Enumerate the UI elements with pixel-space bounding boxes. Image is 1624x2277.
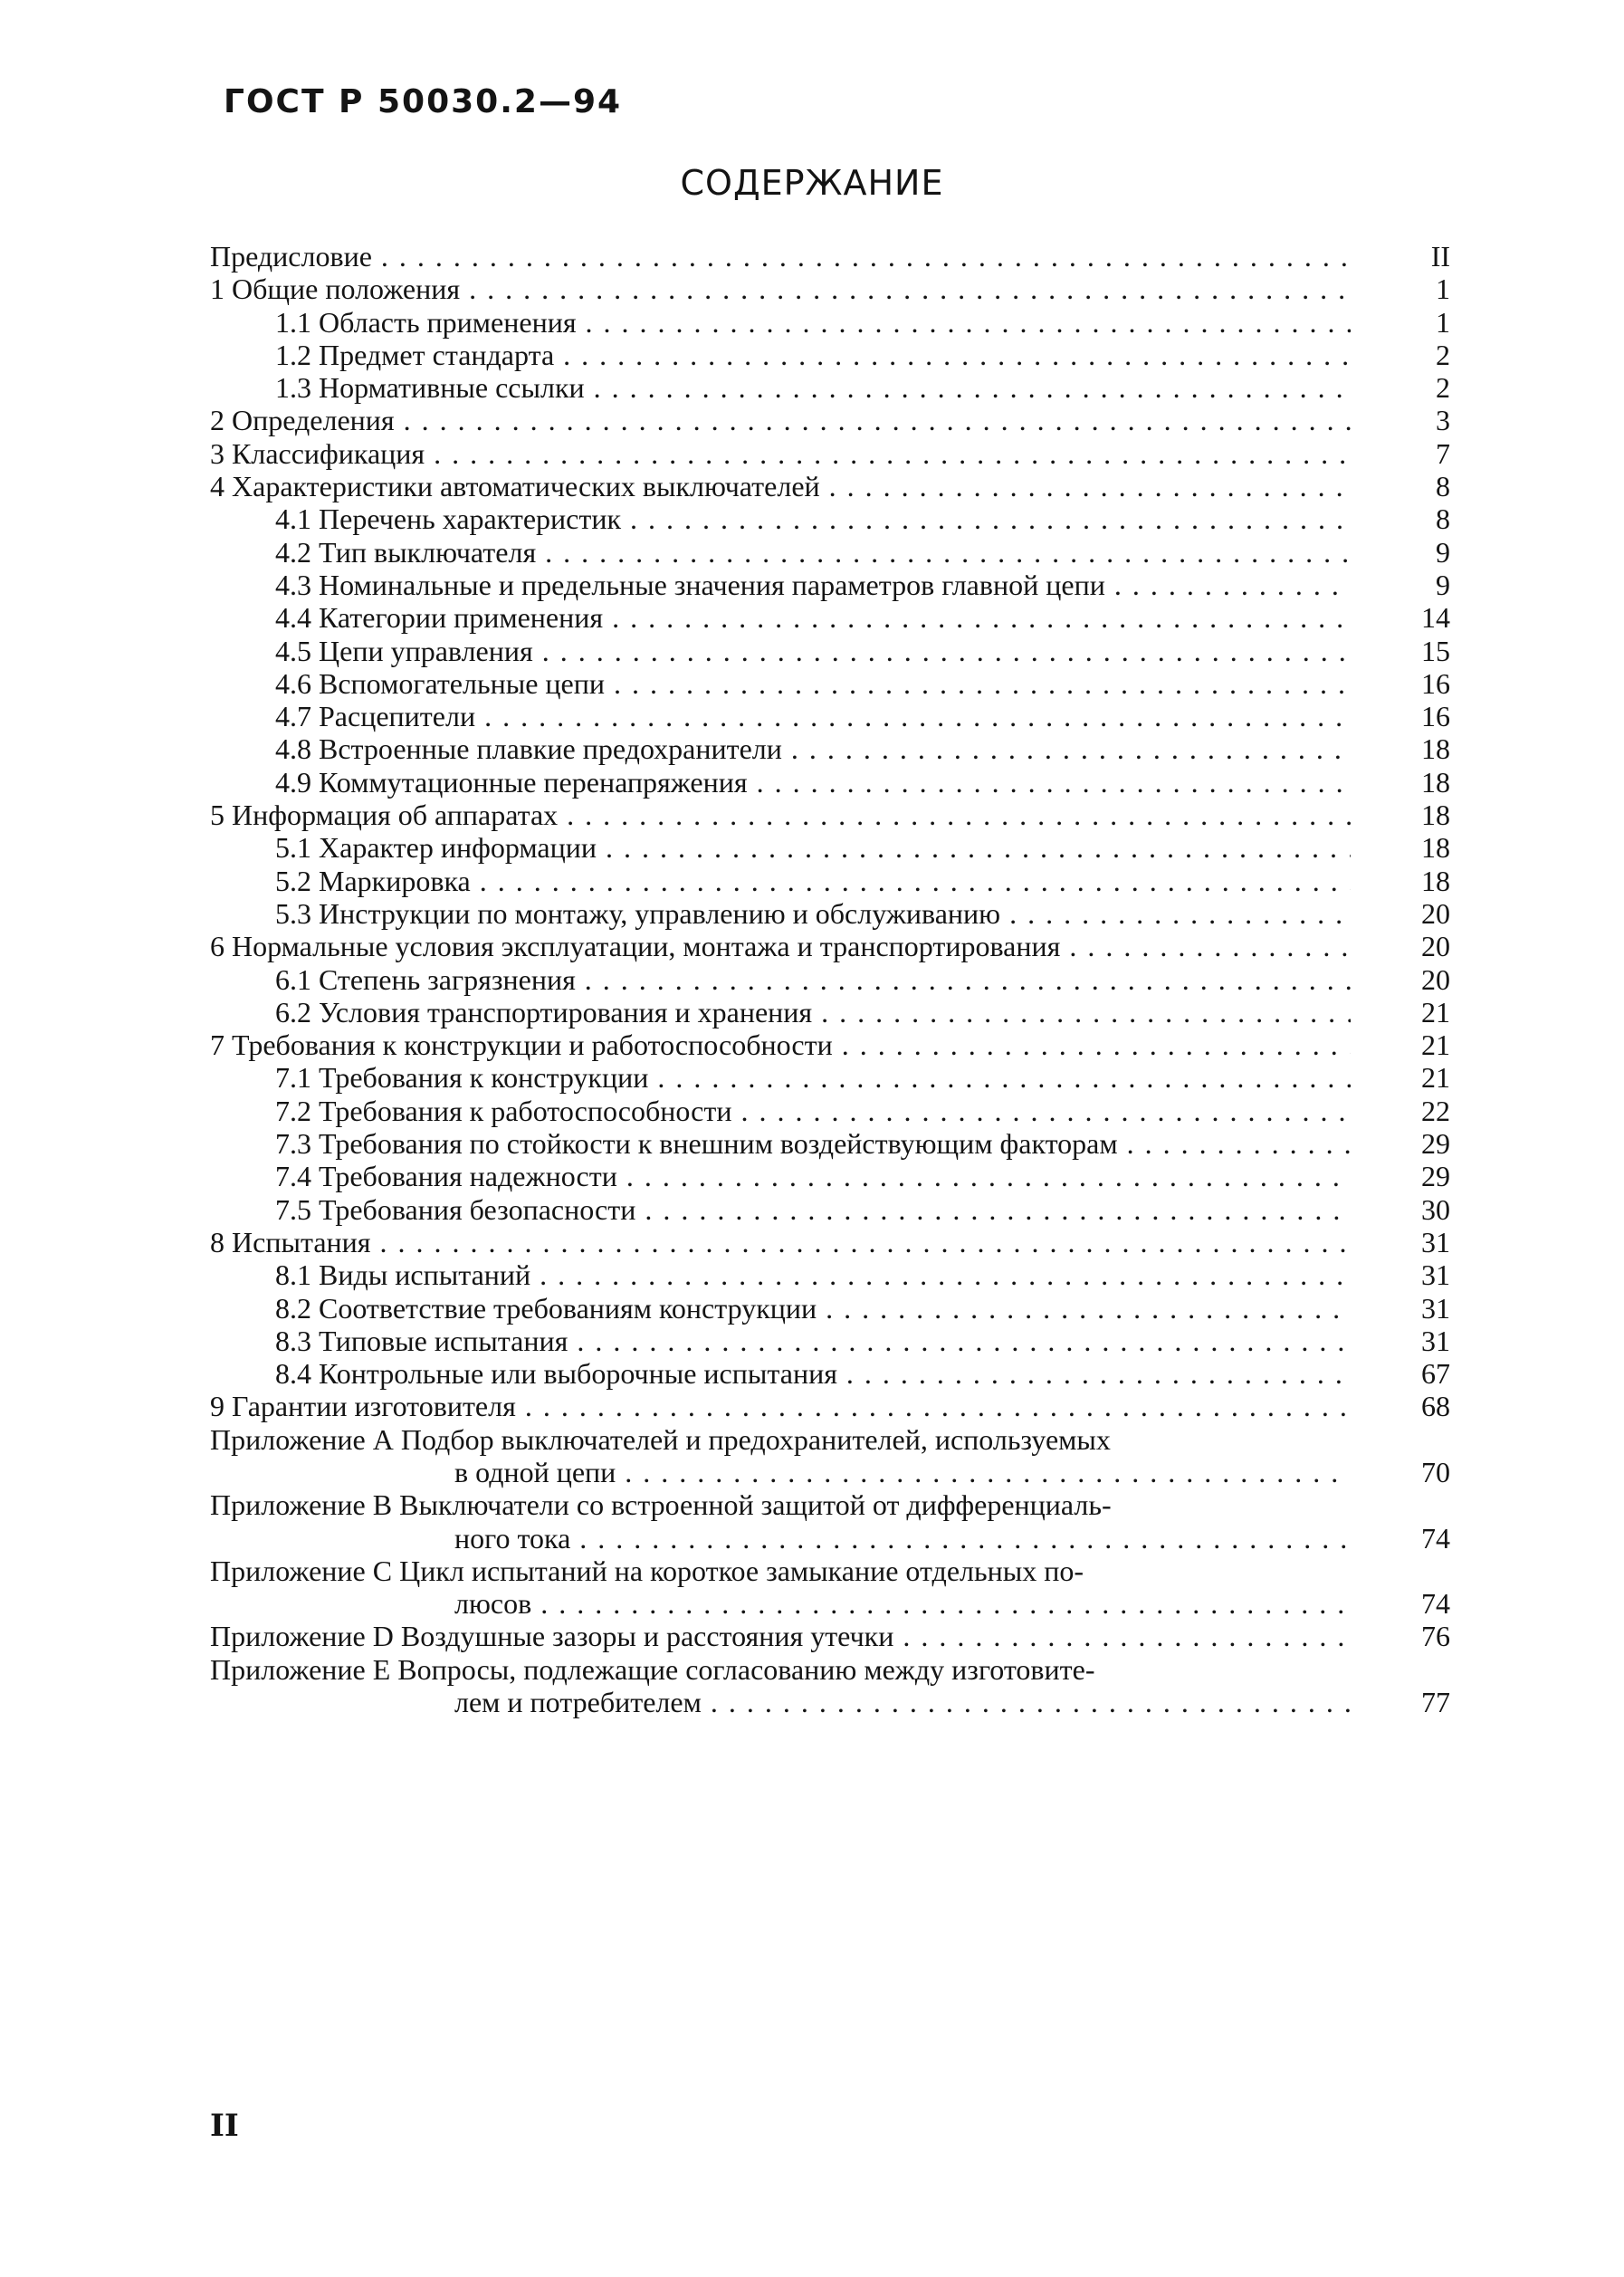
toc-entry-title: 6.1 Степень загрязнения . . [210,963,1351,996]
toc-entry-page: 29 [1421,1127,1450,1161]
toc-entry [210,437,1450,470]
toc-title: СОДЕРЖАНИЕ [680,163,944,203]
toc-entry-title: 6 Нормальные условия эксплуатации, монтажа и транспортирования . . [210,930,1351,962]
toc-entry [210,1258,1450,1291]
toc-entry [210,1555,1450,1587]
toc-entry-page: 3 [1436,404,1450,437]
toc-entry-title: 4.7 Расцепители . . [210,700,1351,732]
toc-entry-title: 4.6 Вспомогательные цепи . . [210,667,1351,700]
toc-entry [210,667,1450,700]
toc-entry-page: 14 [1421,601,1450,635]
toc-entry-page: 18 [1421,799,1450,832]
toc-entry-title: 5.2 Маркировка . . [210,865,1351,897]
toc-entry-title: 7 Требования к конструкции и работоспособности . . [210,1028,1351,1061]
toc-entry-title: 8.1 Виды испытаний . . [210,1258,1351,1291]
toc-entry [210,799,1450,831]
toc-entry-page: 31 [1421,1225,1450,1258]
toc-entry [210,404,1450,436]
toc-entry-page: 29 [1421,1160,1450,1193]
toc-entry [210,996,1450,1028]
toc-entry [210,930,1450,962]
toc-entry-page: 1 [1436,273,1450,306]
toc-entry-page: 8 [1436,470,1450,503]
toc-entry-page: 20 [1421,930,1450,963]
toc-entry [210,470,1450,502]
toc-entry-page: 21 [1421,1028,1450,1062]
toc-entry-title: 7.1 Требования к конструкции . . [210,1061,1351,1094]
toc-entry-title: 7.4 Требования надежности . . [210,1160,1351,1192]
toc-entry-title: 1.1 Область применения . . [210,306,1351,339]
toc-entry-page: II [1430,240,1450,273]
toc-entry-title: 4 Характеристики автоматических выключателей . . [210,470,1351,502]
toc-entry-title: 2 Определения . . [210,404,1351,436]
toc-entry [210,1193,1450,1226]
toc-entry-page: 18 [1421,732,1450,766]
toc-entry-page: 7 [1436,436,1450,470]
toc-entry [210,1423,1450,1456]
toc-entry-title: 7.2 Требования к работоспособности . . [210,1095,1351,1127]
toc-entry-page: 20 [1421,896,1450,930]
toc-entry-title: 5.3 Инструкции по монтажу, управлению и обслуживанию . . [210,897,1351,930]
toc-entry-page: 2 [1436,338,1450,371]
toc-entry [210,700,1450,732]
toc-entry [210,1587,1450,1620]
toc-entry-page: 2 [1436,371,1450,405]
toc-entry-title: 4.5 Цепи управления . . [210,635,1351,667]
toc-entry-page: 74 [1421,1521,1450,1555]
toc-entry-page: 20 [1421,962,1450,996]
toc-entry [210,1160,1450,1192]
toc-entry [210,732,1450,765]
toc-entry [210,1456,1450,1488]
toc-entry [210,569,1450,601]
toc-entry-title: 4.4 Категории применения . . [210,601,1351,634]
toc-entry-title: 6.2 Условия транспортирования и хранения . . [210,996,1351,1028]
toc-entry-title: Приложение С Цикл испытаний на короткое замыкание отдельных по- [210,1554,1084,1587]
toc-entry [210,1357,1450,1390]
toc-entry-title: 8 Испытания . . [210,1226,1351,1258]
toc-entry-title: 5 Информация об аппаратах . . [210,799,1351,831]
toc-entry-title: Предисловие . . [210,240,1351,273]
toc-entry-page: 67 [1421,1357,1450,1391]
toc-entry-page: 31 [1421,1324,1450,1357]
toc-entry-title: лем и потребителем . . [210,1686,1351,1718]
toc-entry [210,897,1450,930]
toc-entry-title: 9 Гарантии изготовителя . . [210,1390,1351,1422]
toc-entry-page: 21 [1421,995,1450,1028]
toc-entry [210,1390,1450,1422]
toc-entry [210,831,1450,864]
toc-entry-title: 8.4 Контрольные или выборочные испытания . . [210,1357,1351,1390]
toc-entry [210,1686,1450,1718]
toc-entry [210,339,1450,371]
toc-entry-title: 4.2 Тип выключателя . . [210,536,1351,569]
toc-entry [210,536,1450,569]
toc-entry-page: 18 [1421,864,1450,897]
toc-entry-title: 1.2 Предмет стандарта . . [210,339,1351,371]
toc-entry [210,1095,1450,1127]
toc-entry-title: 3 Классификация . . [210,437,1351,470]
toc-entry [210,1028,1450,1061]
toc-entry-title: Приложение А Подбор выключателей и предохранителей, используемых [210,1422,1111,1456]
toc-entry [210,371,1450,404]
toc-entry [210,1488,1450,1521]
toc-entry-title: 7.3 Требования по стойкости к внешним воздействующим факторам . . [210,1127,1351,1160]
toc-entry [210,1061,1450,1094]
toc-entry-page: 1 [1436,305,1450,339]
toc-entry-title: 5.1 Характер информации . . [210,831,1351,864]
toc-entry [210,306,1450,339]
toc-entry-page: 68 [1421,1390,1450,1423]
toc-entry-page: 76 [1421,1620,1450,1653]
toc-entry [210,273,1450,305]
toc-entry-page: 18 [1421,765,1450,799]
toc-entry-page: 30 [1421,1192,1450,1226]
toc-entry-title: Приложение В Выключатели со встроенной защитой от дифференциаль- [210,1488,1112,1522]
page-number: II [210,2108,239,2144]
toc-entry-page: 9 [1436,535,1450,569]
toc-entry-page: 22 [1421,1094,1450,1127]
toc-entry-title: 4.1 Перечень характеристик . . [210,502,1351,535]
toc-entry-title: 4.3 Номинальные и предельные значения параметров главной цепи . . [210,569,1351,601]
toc-entry-title: 8.2 Соответствие требованиям конструкции . . [210,1292,1351,1325]
toc-entry-title: в одной цепи . . [210,1456,1351,1488]
toc-entry-page: 21 [1421,1061,1450,1095]
toc-entry [210,240,1450,273]
document-id: ГОСТ Р 50030.2—94 [224,83,623,120]
toc-entry [210,963,1450,996]
toc-entry [210,1226,1450,1258]
toc-entry-page: 18 [1421,831,1450,865]
toc-entry-page: 74 [1421,1587,1450,1621]
toc-entry [210,766,1450,799]
toc-entry-page: 70 [1421,1455,1450,1488]
toc-entry-title: люсов . . [210,1587,1351,1620]
toc-entry [210,502,1450,535]
toc-entry [210,1127,1450,1160]
toc-entry-title: ного тока . . [210,1522,1351,1555]
toc-entry-page: 31 [1421,1291,1450,1325]
toc-entry-page: 77 [1421,1686,1450,1719]
toc-entry [210,1653,1450,1686]
toc-entry [210,865,1450,897]
table-of-contents [210,240,1450,1718]
toc-entry-title: Приложение Е Вопросы, подлежащие согласованию между изготовите- [210,1652,1095,1686]
toc-entry-page: 15 [1421,634,1450,667]
toc-entry-page: 16 [1421,700,1450,733]
toc-entry-page: 8 [1436,502,1450,536]
toc-entry-title: 7.5 Требования безопасности . . [210,1193,1351,1226]
toc-entry-title: 1.3 Нормативные ссылки . . [210,371,1351,404]
toc-entry-title: 1 Общие положения . . [210,273,1351,305]
toc-entry-title: 4.9 Коммутационные перенапряжения . . [210,766,1351,799]
toc-entry [210,601,1450,634]
toc-entry [210,1292,1450,1325]
toc-entry-title: Приложение D Воздушные зазоры и расстояния утечки . . [210,1620,1351,1652]
toc-entry [210,1522,1450,1555]
toc-entry [210,1620,1450,1652]
toc-entry-title: 4.8 Встроенные плавкие предохранители . . [210,732,1351,765]
toc-entry [210,635,1450,667]
toc-entry-page: 16 [1421,666,1450,700]
toc-entry-page: 31 [1421,1258,1450,1292]
toc-entry-title: 8.3 Типовые испытания . . [210,1325,1351,1357]
toc-entry-page: 9 [1436,568,1450,601]
toc-entry [210,1325,1450,1357]
